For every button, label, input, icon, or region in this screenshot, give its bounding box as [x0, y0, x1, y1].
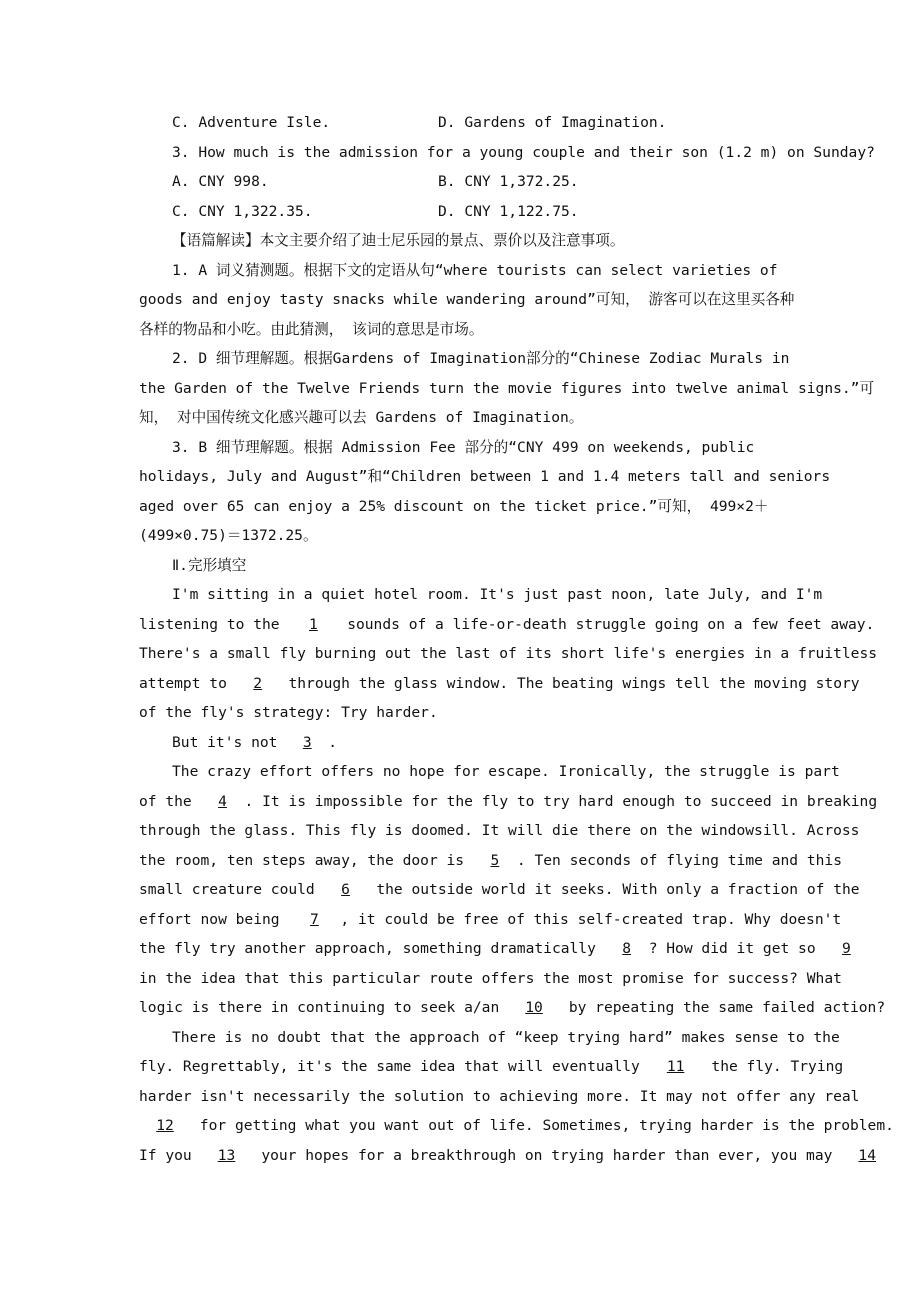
- passage-text: If you: [139, 1146, 192, 1164]
- passage-line: in the idea that this particular route offers the most promise for success? What: [139, 969, 842, 987]
- q3-options-cd: [139, 197, 784, 227]
- passage-text: .: [328, 733, 338, 751]
- analysis-1-line-2: goods and enjoy tasty snacks while wandering around”可知， 游客可以在这里买各种: [139, 291, 795, 308]
- blank-2[interactable]: 2: [253, 674, 263, 692]
- option-d: D. Gardens of Imagination.: [438, 114, 667, 131]
- passage-line: of the fly's strategy: Try harder.: [139, 704, 438, 721]
- cloze-section-title: Ⅱ.完形填空: [172, 556, 247, 574]
- analysis-3-line-2: holidays, July and August”和“Children between 1 and 1.4 meters tall and seniors: [139, 468, 831, 485]
- passage-text: your hopes for a breakthrough on trying harder than ever, you may: [261, 1146, 833, 1164]
- analysis-1-line-1: 1. A 词义猜测题。根据下文的定语从句“where tourists can select varieties of: [172, 261, 778, 279]
- passage-line: harder isn't necessarily the solution to achieving more. It may not offer any real: [139, 1087, 860, 1105]
- passage-line: [139, 728, 784, 758]
- passage-line: There is no doubt that the approach of “keep trying hard” makes sense to the: [172, 1028, 840, 1046]
- option-c: C. Adventure Isle.: [172, 114, 331, 131]
- passage-line: [139, 787, 878, 817]
- question-3-stem: 3. How much is the admission for a young couple and their son (1.2 m) on Sunday?: [172, 143, 875, 161]
- passage-text: by repeating the same failed action?: [568, 999, 886, 1016]
- passage-text: fly. Regrettably, it's the same idea that will eventually: [139, 1058, 640, 1075]
- blank-11[interactable]: 11: [666, 1058, 685, 1075]
- passage-line: [139, 1141, 876, 1171]
- blank-5[interactable]: 5: [490, 851, 500, 869]
- blank-14[interactable]: 14: [858, 1146, 876, 1164]
- q3-option-a: A. CNY 998.: [172, 173, 269, 190]
- passage-text: , it could be free of this self-created trap. Why doesn't: [340, 910, 842, 928]
- q3-option-d: D. CNY 1,122.75.: [438, 202, 579, 220]
- passage-text: attempt to: [139, 674, 227, 692]
- analysis-3-line-1: 3. B 细节理解题。根据 Admission Fee 部分的“CNY 499 on weekends, public: [172, 438, 755, 456]
- passage-text: the fly try another approach, something dramatically: [139, 940, 596, 957]
- passage-text: small creature could: [139, 881, 315, 898]
- blank-12[interactable]: 12: [156, 1117, 174, 1134]
- passage-text: . Ten seconds of flying time and this: [516, 851, 842, 869]
- blank-4[interactable]: 4: [218, 792, 227, 810]
- passage-text: the room, ten steps away, the door is: [139, 851, 465, 869]
- q3-option-c: C. CNY 1,322.35.: [172, 202, 313, 220]
- blank-10[interactable]: 10: [525, 999, 543, 1016]
- passage-text: logic is there in continuing to seek a/an: [139, 999, 500, 1016]
- analysis-2-line-1: 2. D 细节理解题。根据Gardens of Imagination部分的“Chinese Zodiac Murals in: [172, 350, 790, 367]
- blank-3[interactable]: 3: [302, 733, 312, 751]
- q3-options-ab: [139, 167, 784, 197]
- passage-line: [139, 934, 851, 964]
- analysis-1-line-3: 各样的物品和小吃。由此猜测， 该词的意思是市场。: [139, 320, 484, 338]
- passage-line: [139, 993, 886, 1023]
- passage-line: [139, 846, 842, 876]
- passage-text: through the glass window. The beating wings tell the moving story: [288, 674, 860, 692]
- page-content: [139, 108, 894, 1170]
- passage-text: the outside world it seeks. With only a fraction of the: [376, 881, 860, 898]
- analysis-heading: 【语篇解读】本文主要介绍了迪士尼乐园的景点、票价以及注意事项。: [172, 232, 625, 249]
- blank-6[interactable]: 6: [341, 881, 350, 898]
- passage-line: [139, 1052, 844, 1082]
- passage-text: But it's not: [172, 733, 278, 751]
- passage-line: through the glass. This fly is doomed. It will die there on the windowsill. Across: [139, 822, 860, 839]
- passage-line: [139, 905, 842, 935]
- passage-text: . It is impossible for the fly to try hard enough to succeed in breaking: [244, 792, 878, 810]
- passage-text: listening to the: [139, 615, 280, 633]
- passage-text: sounds of a life-or-death struggle going on a few feet away.: [347, 615, 875, 633]
- passage-text: of the: [139, 792, 192, 810]
- analysis-3-line-3: aged over 65 can enjoy a 25% discount on the ticket price.”可知， 499×2＋: [139, 497, 769, 515]
- passage-line: [139, 669, 860, 699]
- passage-text: the fly. Trying: [711, 1058, 844, 1075]
- blank-1[interactable]: 1: [308, 615, 318, 633]
- blank-9[interactable]: 9: [842, 940, 851, 957]
- blank-13[interactable]: 13: [217, 1146, 236, 1164]
- passage-text: effort now being: [139, 910, 280, 928]
- analysis-2-line-3: 知， 对中国传统文化感兴趣可以去 Gardens of Imagination。: [139, 409, 584, 426]
- analysis-3-line-4: (499×0.75)＝1372.25。: [139, 527, 318, 544]
- passage-line: [139, 875, 860, 905]
- blank-7[interactable]: 7: [309, 910, 319, 928]
- analysis-2-line-2: the Garden of the Twelve Friends turn the movie figures into twelve animal signs.”可: [139, 379, 875, 397]
- q3-option-b: B. CNY 1,372.25.: [438, 173, 579, 190]
- passage-line: I'm sitting in a quiet hotel room. It's just past noon, late July, and I'm: [172, 586, 823, 603]
- passage-line: [139, 610, 875, 640]
- blank-8[interactable]: 8: [622, 940, 632, 957]
- options-row-cd: [139, 108, 784, 138]
- passage-line: There's a small fly burning out the last of its short life's energies in a fruitless: [139, 645, 878, 662]
- passage-text: for getting what you want out of life. Sometimes, trying harder is the problem.: [199, 1117, 894, 1134]
- passage-line: The crazy effort offers no hope for escape. Ironically, the struggle is part: [172, 763, 840, 780]
- passage-text: ? How did it get so: [648, 940, 816, 957]
- passage-line: [139, 1111, 894, 1141]
